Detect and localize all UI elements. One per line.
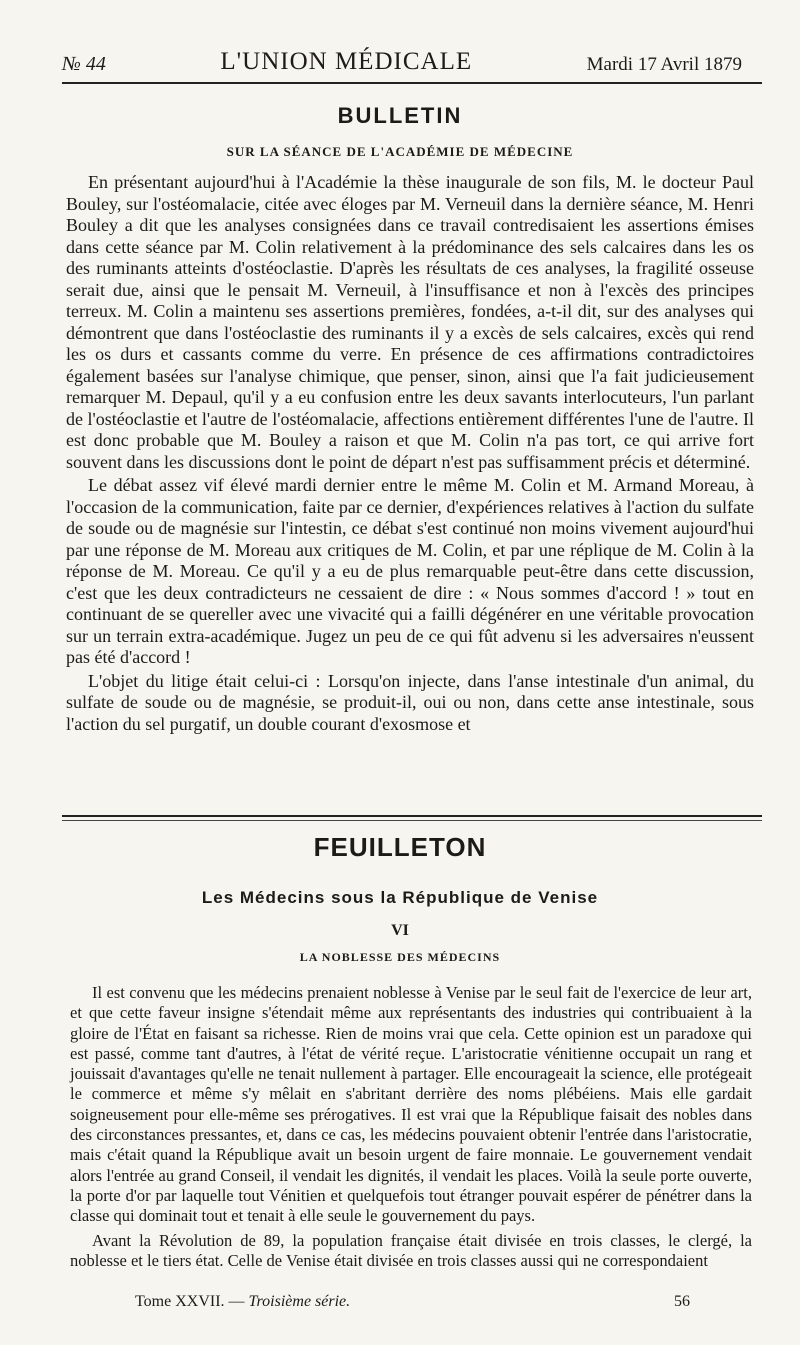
page-number: 56 bbox=[674, 1293, 690, 1310]
bulletin-paragraph: En présentant aujourd'hui à l'Académie la thèse inaugurale de son fils, M. le docteur Paul Bouley, sur l'ostéomalacie, citée avec éloges par M. Verneuil dans la dernière séance, M. Henri Bouley a dit que les analyses consignées dans ce travail contredisaient les assertions émises dans cette séance par M. Colin relativement à la prédominance des sels calcaires dans les os des ruminants atteints d'ostéoclastie. D'après les résultats de ces analyses, la fragilité osseuse serait due, ainsi que le pensait M. Verneuil, à l'insuffisance et non à l'excès des principes terreux. M. Colin a maintenu ses assertions premières, fondées, a-t-il dit, sur des analyses qui démontrent que dans l'ostéoclastie des ruminants il y a excès de sels calcaires, excès qui rend les os durs et cassants comme du verre. En présence de ces affirmations contradictoires également basées sur l'analyse chimique, que penser, sinon, ainsi que l'a fait judicieusement remarquer M. Depaul, qu'il y a eu confusion entre les deux savants interlocuteurs, l'un parlant de l'ostéoclastie et l'autre de l'ostéomalacie, affections entièrement différentes l'une de l'autre. Il est donc probable que M. Bouley a raison et que M. Colin n'a pas tort, ce qui arrive fort souvent dans les discussions dont le point de départ n'est pas suffisamment précis et déterminé. bbox=[66, 172, 754, 472]
volume-label: Tome XXVII. bbox=[135, 1293, 225, 1310]
page-header bbox=[62, 44, 742, 76]
chapter-number: VI bbox=[391, 922, 409, 939]
feuilleton-rule-bottom bbox=[62, 820, 762, 821]
feuilleton-body bbox=[70, 983, 752, 1275]
feuilleton-rule-top bbox=[62, 815, 762, 817]
header-rule bbox=[62, 82, 762, 84]
feuilleton-paragraph: Avant la Révolution de 89, la population française était divisée en trois classes, le clergé, la noblesse et le tiers état. Celle de Venise était divisée en trois classes aussi qui ne correspondaient bbox=[70, 1230, 752, 1270]
feuilleton-title: FEUILLETON bbox=[313, 832, 487, 862]
issue-date: Mardi 17 Avril 1879 bbox=[586, 54, 742, 75]
chapter-title: LA NOBLESSE DES MÉDECINS bbox=[299, 950, 501, 964]
series-label: Troisième série. bbox=[248, 1293, 351, 1310]
bulletin-paragraph: L'objet du litige était celui-ci : Lorsqu'on injecte, dans l'anse intestinale d'un animal, du sulfate de soude ou de magnésie, se produit-il, oui ou non, dans cette anse intestinale, sous l'action du sel purgatif, un double courant d'exosmose et bbox=[66, 670, 754, 734]
issue-number: № 44 bbox=[62, 53, 106, 75]
page-footer bbox=[135, 1293, 690, 1311]
feuilleton-series-title: Les Médecins sous la République de Venise bbox=[201, 888, 599, 907]
bulletin-subtitle: SUR LA SÉANCE DE L'ACADÉMIE DE MÉDECINE bbox=[226, 144, 574, 159]
bulletin-body bbox=[66, 172, 754, 737]
journal-title: L'UNION MÉDICALE bbox=[220, 48, 473, 75]
bulletin-paragraph: Le débat assez vif élevé mardi dernier entre le même M. Colin et M. Armand Moreau, à l'occasion de la communication, faite par ce dernier, d'expériences relatives à l'action du sulfate de soude ou de magnésie sur l'intestin, ce débat s'est continué non moins vivement aujourd'hui par une réponse de M. Moreau aux critiques de M. Colin, et par une réplique de M. Colin à la réponse de M. Moreau. Ce qu'il y a eu de plus remarquable peut-être dans cette discussion, c'est que les deux contradicteurs ne cessaient de dire : « Nous sommes d'accord ! » tout en continuant de se quereller avec une vivacité qui a failli dégénérer en une véritable provocation sur un terrain extra-académique. Jugez un peu de ce qui fût advenu si les adversaires n'eussent pas été d'accord ! bbox=[66, 475, 754, 667]
bulletin-title: BULLETIN bbox=[337, 103, 463, 128]
feuilleton-paragraph: Il est convenu que les médecins prenaient noblesse à Venise par le seul fait de l'exercice de leur art, et que cette faveur insigne s'étendait même aux représentants des industries qui contribuaient à la gloire de l'État en faisant sa richesse. Rien de moins vrai que cela. Cette opinion est un paradoxe qui est passé, comme tant d'autres, à l'état de vérité reçue. L'aristocratie vénitienne occupait un rang et jouissait d'avantages qu'elle ne tenait nullement à partager. Elle encourageait la science, elle protégeait le commerce et même s'y mêlait en s'abritant derrière des noms plébéiens. Mais elle gardait soigneusement pour elle-même ses prérogatives. Il est vrai que la République faisait des nobles dans des circonstances pressantes, et, dans ce cas, les médecins pouvaient obtenir l'entrée dans l'aristocratie, mais c'était quand la République avait un besoin urgent de faire monnaie. Le gouvernement vendait alors l'entrée au grand Conseil, il vendait les dignités, il vendait les places. Voilà la seule porte ouverte, la porte d'or par laquelle tout Vénitien et quelquefois tout étranger pouvait espérer de pénétrer dans la classe qui dominait tout et tenait à elle seule le gouvernement du pays. bbox=[70, 983, 752, 1226]
footer-separator: — bbox=[228, 1293, 245, 1310]
